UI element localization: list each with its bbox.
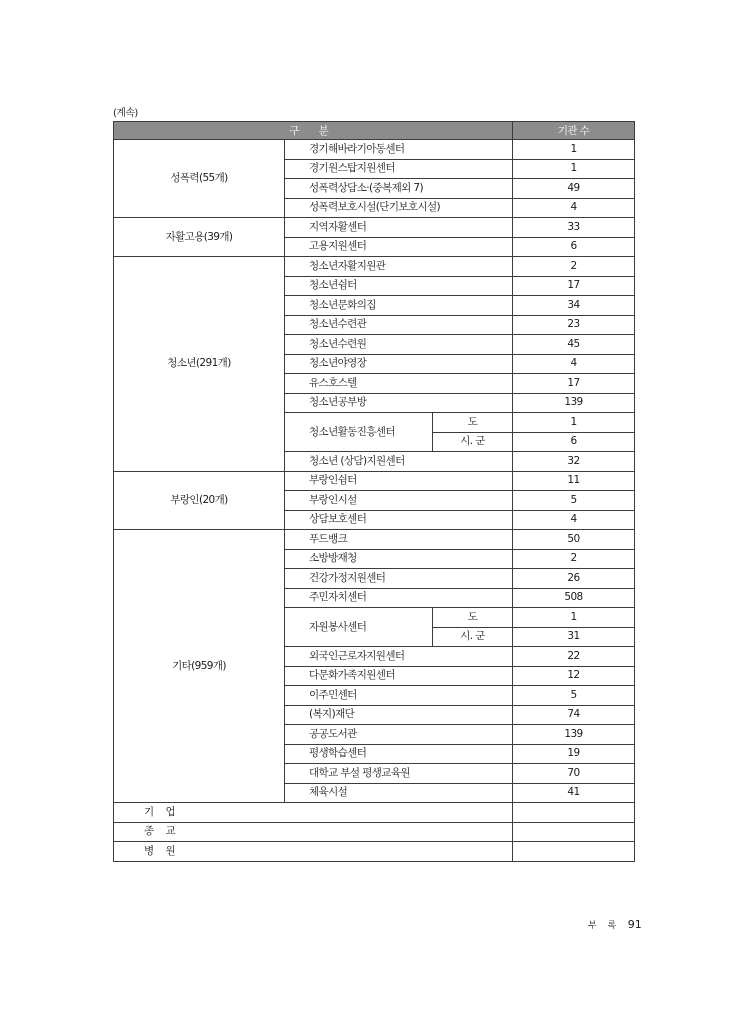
item-cell: 공공도서관: [285, 725, 513, 745]
count-cell: 17: [513, 276, 635, 296]
count-cell: 4: [513, 354, 635, 374]
item-cell: 청소년공부방: [285, 393, 513, 413]
item-cell: 청소년쉼터: [285, 276, 513, 296]
count-cell: 2: [513, 549, 635, 569]
count-cell: 4: [513, 510, 635, 530]
count-cell: 74: [513, 705, 635, 725]
count-cell: 41: [513, 783, 635, 803]
count-cell: 33: [513, 218, 635, 238]
category-cell: 성폭력(55개): [114, 140, 285, 218]
table-row: [114, 803, 635, 823]
count-cell: 34: [513, 296, 635, 316]
count-cell: 19: [513, 744, 635, 764]
count-cell: 2: [513, 257, 635, 277]
count-cell: 31: [513, 627, 635, 647]
item-cell: 청소년 (상담)지원센터: [285, 452, 513, 472]
sub-cell: 도: [433, 413, 513, 433]
count-cell: 32: [513, 452, 635, 472]
count-cell: 50: [513, 530, 635, 550]
count-cell: 4: [513, 198, 635, 218]
item-cell: 성폭력보호시설(단기보호시설): [285, 198, 513, 218]
item-cell: 부랑인시설: [285, 491, 513, 511]
count-cell: 1: [513, 413, 635, 433]
count-cell: 17: [513, 374, 635, 394]
item-cell: 청소년수련관: [285, 315, 513, 335]
table-row: [114, 218, 635, 238]
item-cell: 유스호스텔: [285, 374, 513, 394]
header-count: 기관 수: [513, 122, 635, 140]
category-cell: 부랑인(20개): [114, 471, 285, 530]
sub-cell: 도: [433, 608, 513, 628]
item-cell: 다문화가족지원센터: [285, 666, 513, 686]
item-cell: 외국인근로자지원센터: [285, 647, 513, 667]
count-cell: 12: [513, 666, 635, 686]
item-cell: 대학교 부설 평생교육원: [285, 764, 513, 784]
item-cell: 청소년문화의집: [285, 296, 513, 316]
count-cell: [513, 803, 635, 823]
item-cell: 이주민센터: [285, 686, 513, 706]
count-cell: 1: [513, 159, 635, 179]
category-cell: 병 원: [114, 842, 513, 862]
category-cell: 청소년(291개): [114, 257, 285, 472]
count-cell: 11: [513, 471, 635, 491]
count-cell: 5: [513, 491, 635, 511]
count-cell: 508: [513, 588, 635, 608]
count-cell: 23: [513, 315, 635, 335]
count-cell: 49: [513, 179, 635, 199]
item-cell: 체육시설: [285, 783, 513, 803]
table-row: [114, 530, 635, 550]
count-cell: 70: [513, 764, 635, 784]
item-cell: 평생학습센터: [285, 744, 513, 764]
header-category: 구 분: [114, 122, 513, 140]
category-cell: 기 업: [114, 803, 513, 823]
page-footer: [588, 918, 642, 931]
count-cell: 139: [513, 393, 635, 413]
count-cell: 6: [513, 432, 635, 452]
item-cell: 건강가정지원센터: [285, 569, 513, 589]
table-header-row: [114, 122, 635, 140]
category-cell: 종 교: [114, 822, 513, 842]
item-cell: 청소년자활지원관: [285, 257, 513, 277]
table-row: [114, 257, 635, 277]
continued-note: (계속): [113, 108, 138, 119]
item-cell: 부랑인쉼터: [285, 471, 513, 491]
count-cell: 26: [513, 569, 635, 589]
item-cell: 지역자활센터: [285, 218, 513, 238]
table-row: [114, 822, 635, 842]
count-cell: [513, 842, 635, 862]
sub-cell: 시. 군: [433, 432, 513, 452]
count-cell: 22: [513, 647, 635, 667]
category-cell: 기타(959개): [114, 530, 285, 803]
institution-table: [113, 121, 635, 862]
count-cell: 1: [513, 608, 635, 628]
page-number: 91: [627, 918, 642, 931]
table-row: [114, 140, 635, 160]
item-cell: 경기해바라기아동센터: [285, 140, 513, 160]
count-cell: 6: [513, 237, 635, 257]
count-cell: 1: [513, 140, 635, 160]
item-cell: 푸드뱅크: [285, 530, 513, 550]
item-cell: 청소년수련원: [285, 335, 513, 355]
item-cell: 성폭력상담소‧(중복제외 7): [285, 179, 513, 199]
table-row: [114, 842, 635, 862]
item-cell: 자원봉사센터: [285, 608, 433, 647]
table-row: [114, 471, 635, 491]
count-cell: [513, 822, 635, 842]
item-cell: 경기원스탑지원센터: [285, 159, 513, 179]
item-cell: (복지)재단: [285, 705, 513, 725]
count-cell: 5: [513, 686, 635, 706]
item-cell: 고용지원센터: [285, 237, 513, 257]
sub-cell: 시. 군: [433, 627, 513, 647]
item-cell: 소방방재청: [285, 549, 513, 569]
item-cell: 상담보호센터: [285, 510, 513, 530]
category-cell: 자활고용(39개): [114, 218, 285, 257]
item-cell: 주민자치센터: [285, 588, 513, 608]
appendix-label: 부 록: [588, 921, 621, 931]
count-cell: 45: [513, 335, 635, 355]
item-cell: 청소년야영장: [285, 354, 513, 374]
count-cell: 139: [513, 725, 635, 745]
item-cell: 청소년활동진흥센터: [285, 413, 433, 452]
